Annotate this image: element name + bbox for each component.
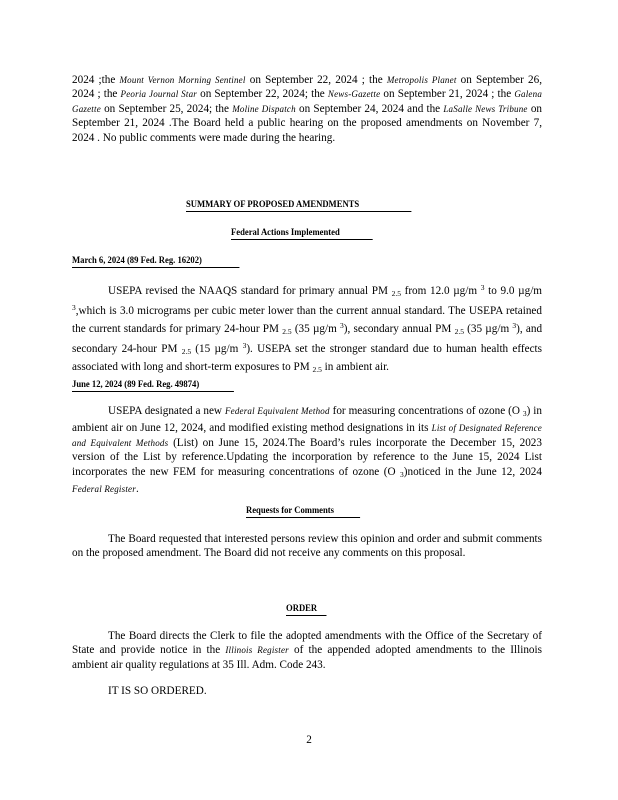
body-text: USEPA revised the NAAQS standard for primary annual PM	[108, 285, 388, 297]
intro-text: on September 24, 2024 and the	[295, 102, 441, 115]
newspaper-name: Metropolis Planet	[386, 75, 457, 85]
closing-line: IT IS SO ORDERED.	[108, 685, 207, 697]
intro-text: on September 21, 2024 .The Board held a public hearing on the proposed amendments on November 7, 2024 . No public comments were made during the hearing.	[72, 102, 543, 144]
superscript: 3	[512, 320, 517, 330]
intro-text: on September 21, 2024 ; the	[380, 88, 512, 101]
action-date-heading: March 6, 2024 (89 Fed. Reg. 16202)	[72, 256, 239, 268]
subscript: 2.5	[312, 364, 322, 374]
intro-text: on September 22, 2024 ; the	[245, 74, 383, 86]
body-text: .	[135, 483, 139, 496]
body-text: from 12.0 µg/m	[400, 285, 478, 297]
body-text: The Board directs the Clerk to file the adopted amendments with the Office of the Secretary of State and provide notice in the	[72, 630, 542, 657]
body-text: (15 µg/m	[191, 343, 239, 356]
intro-text: on September 26, 2024 ; the	[72, 74, 543, 101]
requests-paragraph: The Board requested that interested persons review this opinion and order and submit comments on the proposed amendment. The Board did not receive any comments on this proposal.	[72, 533, 542, 560]
superscript: 3	[480, 283, 485, 292]
body-text: of the appended adopted amendments to the Illinois ambient air quality regulations at 35 Ill. Adm. Code 243.	[72, 644, 542, 671]
subscript: 3	[522, 409, 527, 418]
subscript: 2.5	[181, 347, 192, 357]
body-text: ), and secondary 24-hour PM	[72, 322, 543, 356]
body-text: for measuring concentrations of ozone (O	[329, 405, 520, 417]
body-text: in ambient air.	[321, 360, 389, 373]
subscript: 2.5	[454, 326, 464, 336]
page-number: 2	[306, 734, 312, 746]
intro-text: 2024 ;the	[72, 74, 116, 86]
body-text: ) in ambient air on June 12, 2024, and modified existing method designations in its	[72, 405, 542, 435]
summary-heading: SUMMARY OF PROPOSED AMENDMENTS	[186, 200, 411, 212]
ozone-paragraph	[72, 404, 542, 496]
intro-text: on September 22, 2024; the	[196, 88, 325, 101]
intro-paragraph	[72, 73, 542, 145]
italic-term: List of Designated Reference and Equivalent Methods	[72, 423, 543, 448]
federal-actions-heading: Federal Actions Implemented	[231, 228, 373, 240]
newspaper-name: Galena Gazette	[72, 89, 543, 114]
body-text: to 9.0 µg/m	[484, 285, 543, 297]
intro-text: on September 25, 2024; the	[100, 102, 229, 115]
body-text: ). USEPA set the stronger standard due to human health effects associated with long and short-term exposures to PM	[72, 343, 543, 373]
superscript: 3	[72, 303, 76, 313]
italic-term: Illinois Register	[225, 645, 289, 656]
newspaper-name: LaSalle News Tribune	[443, 103, 528, 114]
subscript: 2.5	[282, 326, 292, 336]
subscript: 3	[400, 469, 404, 479]
body-text: )noticed in the June 12, 2024	[403, 465, 542, 478]
order-paragraph	[72, 629, 542, 672]
newspaper-name: Peoria Journal Star	[120, 89, 197, 100]
body-text: (List) on June 15, 2024.The Board’s rules incorporate the December 15, 2023 version of the List by reference.Updating the incorporation by reference to the June 15, 2024 List incorporates the new FEM for measuring concentrations of ozone (O	[72, 436, 542, 478]
subscript: 2.5	[391, 289, 401, 298]
newspaper-name: Mount Vernon Morning Sentinel	[119, 75, 246, 85]
superscript: 3	[242, 341, 247, 351]
body-text: (35 µg/m	[463, 322, 510, 335]
newspaper-name: News-Gazette	[327, 89, 381, 100]
body-text: ), secondary annual PM	[343, 322, 452, 335]
superscript: 3	[340, 320, 344, 330]
italic-term: Federal Register	[72, 484, 136, 495]
body-text: USEPA designated a new	[108, 405, 225, 417]
newspaper-name: Moline Dispatch	[232, 103, 296, 114]
pm25-paragraph	[72, 281, 542, 377]
requests-heading: Requests for Comments	[246, 506, 360, 518]
action-date-heading: June 12, 2024 (89 Fed. Reg. 49874)	[72, 380, 234, 392]
body-text: ,which is 3.0 micrograms per cubic meter lower than the current annual standard. The USEPA retained the current standards for primary 24-hour PM	[72, 305, 542, 335]
body-text: (35 µg/m	[291, 322, 337, 335]
order-heading: ORDER	[286, 604, 326, 616]
italic-term: Federal Equivalent Method	[224, 406, 330, 416]
